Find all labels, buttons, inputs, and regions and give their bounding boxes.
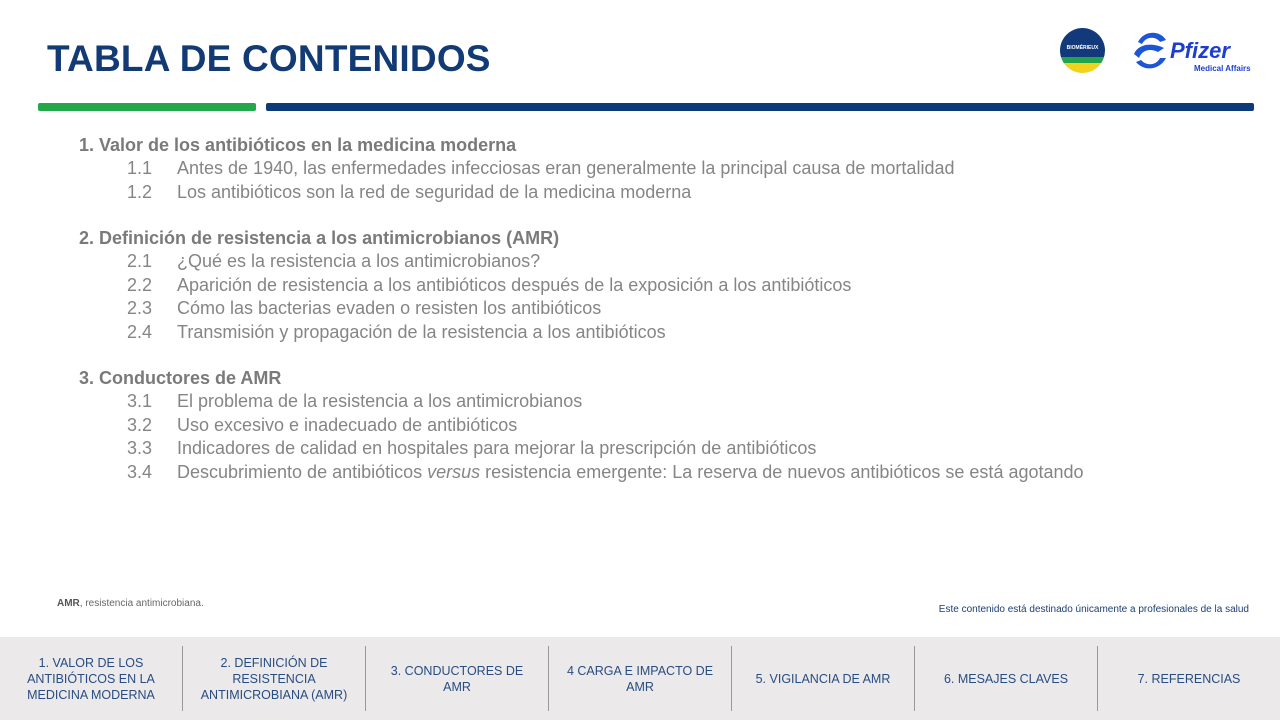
toc-section-title[interactable]: 2. Definición de resistencia a los antimicrobianos (AMR) <box>79 228 560 248</box>
biomerieux-logo <box>1060 28 1105 73</box>
toc-item-text <box>177 461 1084 485</box>
toc-section-title[interactable]: 1. Valor de los antibióticos en la medicina moderna <box>79 135 517 155</box>
nav-item-valor-antibioticos[interactable]: 1. VALOR DE LOS ANTIBIÓTICOS EN LA MEDICINA MODERNA <box>0 646 183 711</box>
toc-item[interactable] <box>79 274 1229 298</box>
bottom-navigation <box>0 637 1280 720</box>
toc-item-text: Transmisión y propagación de la resistencia a los antibióticos <box>177 321 666 342</box>
toc-section-2 <box>79 226 1229 344</box>
toc-item[interactable] <box>79 157 1229 181</box>
nav-item-definicion-amr[interactable]: 2. DEFINICIÓN DE RESISTENCIA ANTIMICROBIANA (AMR) <box>183 646 366 711</box>
toc-item-text: Antes de 1940, las enfermedades infecciosas eran generalmente la principal causa de mortalidad <box>177 158 955 178</box>
toc-item[interactable] <box>79 414 1229 438</box>
toc-item[interactable] <box>79 461 1229 485</box>
toc-item-text: Cómo las bacterias evaden o resisten los antibióticos <box>177 298 602 318</box>
disclaimer: Este contenido está destinado únicamente a profesionales de la salud <box>938 604 1249 615</box>
toc-item-number: 3.1 <box>127 391 153 411</box>
accent-bar-blue <box>266 103 1254 111</box>
footnote-text: , resistencia antimicrobiana. <box>79 598 204 609</box>
toc-item-number: 1.2 <box>127 181 153 202</box>
toc-item-text: ¿Qué es la resistencia a los antimicrobianos? <box>177 251 541 271</box>
toc-item-text: Los antibióticos son la red de seguridad de la medicina moderna <box>177 181 692 202</box>
toc-item[interactable] <box>79 181 1229 205</box>
pfizer-logo <box>1130 28 1254 76</box>
svg-text:Medical Affairs: Medical Affairs <box>1194 64 1251 73</box>
toc-item[interactable] <box>79 321 1229 345</box>
toc-item-number: 2.3 <box>127 298 153 318</box>
toc-item-text-italic: versus <box>427 461 481 482</box>
page-title: TABLA DE CONTENIDOS <box>47 38 491 79</box>
toc-item-text: El problema de la resistencia a los antimicrobianos <box>177 391 583 411</box>
toc-item-number: 2.4 <box>127 321 153 342</box>
table-of-contents <box>79 133 1229 506</box>
nav-item-conductores-amr[interactable]: 3. CONDUCTORES DE AMR <box>366 646 549 711</box>
toc-item-number: 2.1 <box>127 251 153 271</box>
toc-section-title[interactable]: 3. Conductores de AMR <box>79 368 282 388</box>
accent-bar-green <box>38 103 256 111</box>
toc-item-number: 2.2 <box>127 274 153 295</box>
svg-text:BIOMÉRIEUX: BIOMÉRIEUX <box>1066 45 1099 51</box>
toc-section-1 <box>79 133 1229 204</box>
nav-item-mensajes-claves[interactable]: 6. MESAJES CLAVES <box>915 646 1098 711</box>
toc-item-number: 3.3 <box>127 438 153 458</box>
toc-item[interactable] <box>79 437 1229 461</box>
toc-item-text: Aparición de resistencia a los antibióticos después de la exposición a los antibióticos <box>177 274 852 295</box>
toc-item[interactable] <box>79 250 1229 274</box>
toc-item-number: 3.2 <box>127 414 153 435</box>
toc-item[interactable] <box>79 390 1229 414</box>
nav-item-referencias[interactable]: 7. REFERENCIAS <box>1137 671 1241 686</box>
toc-section-3 <box>79 366 1229 484</box>
toc-item-text-after: resistencia emergente: La reserva de nuevos antibióticos se está agotando <box>480 461 1084 482</box>
toc-item-text-before: Descubrimiento de antibióticos <box>177 461 428 482</box>
footnote <box>57 598 204 609</box>
footnote-abbr: AMR <box>57 598 80 609</box>
toc-item-text: Uso excesivo e inadecuado de antibióticos <box>177 414 518 435</box>
toc-item-text: Indicadores de calidad en hospitales para mejorar la prescripción de antibióticos <box>177 438 817 458</box>
toc-item-number: 3.4 <box>127 461 153 482</box>
toc-item[interactable] <box>79 297 1229 321</box>
toc-item-number: 1.1 <box>127 158 153 178</box>
nav-item-carga-impacto[interactable]: 4 CARGA E IMPACTO DE AMR <box>549 646 732 711</box>
svg-text:Pfizer: Pfizer <box>1170 38 1230 63</box>
nav-item-vigilancia-amr[interactable]: 5. VIGILANCIA DE AMR <box>732 646 915 711</box>
